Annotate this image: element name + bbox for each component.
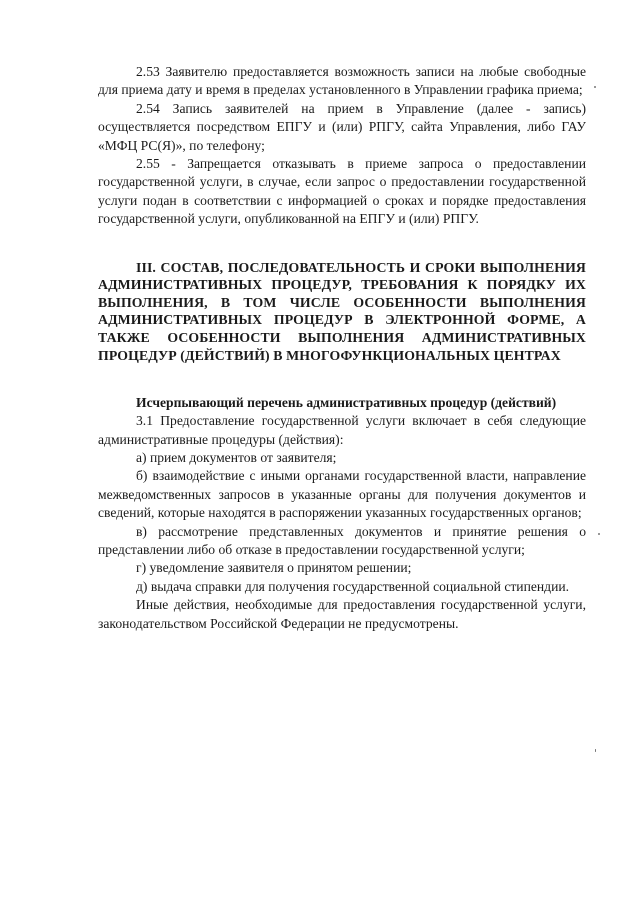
subheading: Исчерпывающий перечень административных процедур (действий) (136, 395, 557, 411)
section-heading: III. СОСТАВ, ПОСЛЕДОВАТЕЛЬНОСТЬ И СРОКИ ВЫПОЛНЕНИЯ АДМИНИСТРАТИВНЫХ ПРОЦЕДУР, ТРЕБОВАНИЯ К ПОРЯДКУ ИХ ВЫПОЛНЕНИЯ, В ТОМ ЧИСЛЕ ОСОБЕННОСТИ ВЫПОЛНЕНИЯ АДМИНИСТРАТИВНЫХ ПРОЦЕДУР В ЭЛЕКТРОННОЙ ФОРМЕ, А ТАКЖЕ ОСОБЕННОСТИ ВЫПОЛНЕНИЯ АДМИНИСТРАТИВНЫХ ПРОЦЕДУР (ДЕЙСТВИЙ) В МНОГОФУНКЦИОНАЛЬНЫХ ЦЕНТРАХ (98, 259, 586, 363)
list-item: б) взаимодействие с иными органами государственной власти, направление межведомственных запросов в указанные органы для получения документов и сведений, которые находятся в распоряжении указанных государственных органов; (98, 468, 586, 521)
list-item: г) уведомление заявителя о принятом решении; (136, 560, 412, 576)
paragraph-2-54: 2.54 Запись заявителей на прием в Управление (далее - запись) осуществляется посредством ЕПГУ и (или) РПГУ, сайта Управления, либо ГАУ «МФЦ РС(Я)», по телефону; (98, 100, 586, 153)
clause-3-1: 3.1 Предоставление государственной услуги включает в себя следующие административные процедуры (действия): (98, 413, 586, 447)
spacer (98, 229, 586, 259)
page-content (98, 63, 586, 633)
paragraph-2-55: 2.55 - Запрещается отказывать в приеме запроса о предоставлении государственной услуги, в случае, если запрос о предоставлении государственной услуги подан в соответствии с информацией о сроках и порядке предоставления государственной услуги, опубликованной на ЕПГУ и (или) РПГУ. (98, 156, 586, 227)
scan-speck (594, 86, 596, 88)
closing-paragraph: Иные действия, необходимые для предоставления государственной услуги, законодательством Российской Федерации не предусмотрены. (98, 597, 586, 631)
scan-speck (598, 533, 600, 535)
list-item: в) рассмотрение представленных документов и принятие решения о представлении либо об отказе в предоставлении государственной услуги; (98, 523, 586, 558)
scan-speck (595, 749, 596, 752)
list-item: д) выдача справки для получения государственной социальной стипендии. (136, 578, 570, 594)
list-item: а) прием документов от заявителя; (136, 450, 337, 466)
spacer (98, 364, 586, 394)
paragraph-2-53: 2.53 Заявителю предоставляется возможность записи на любые свободные для приема дату и время в пределах установленного в Управлении графика приема; (98, 64, 586, 98)
